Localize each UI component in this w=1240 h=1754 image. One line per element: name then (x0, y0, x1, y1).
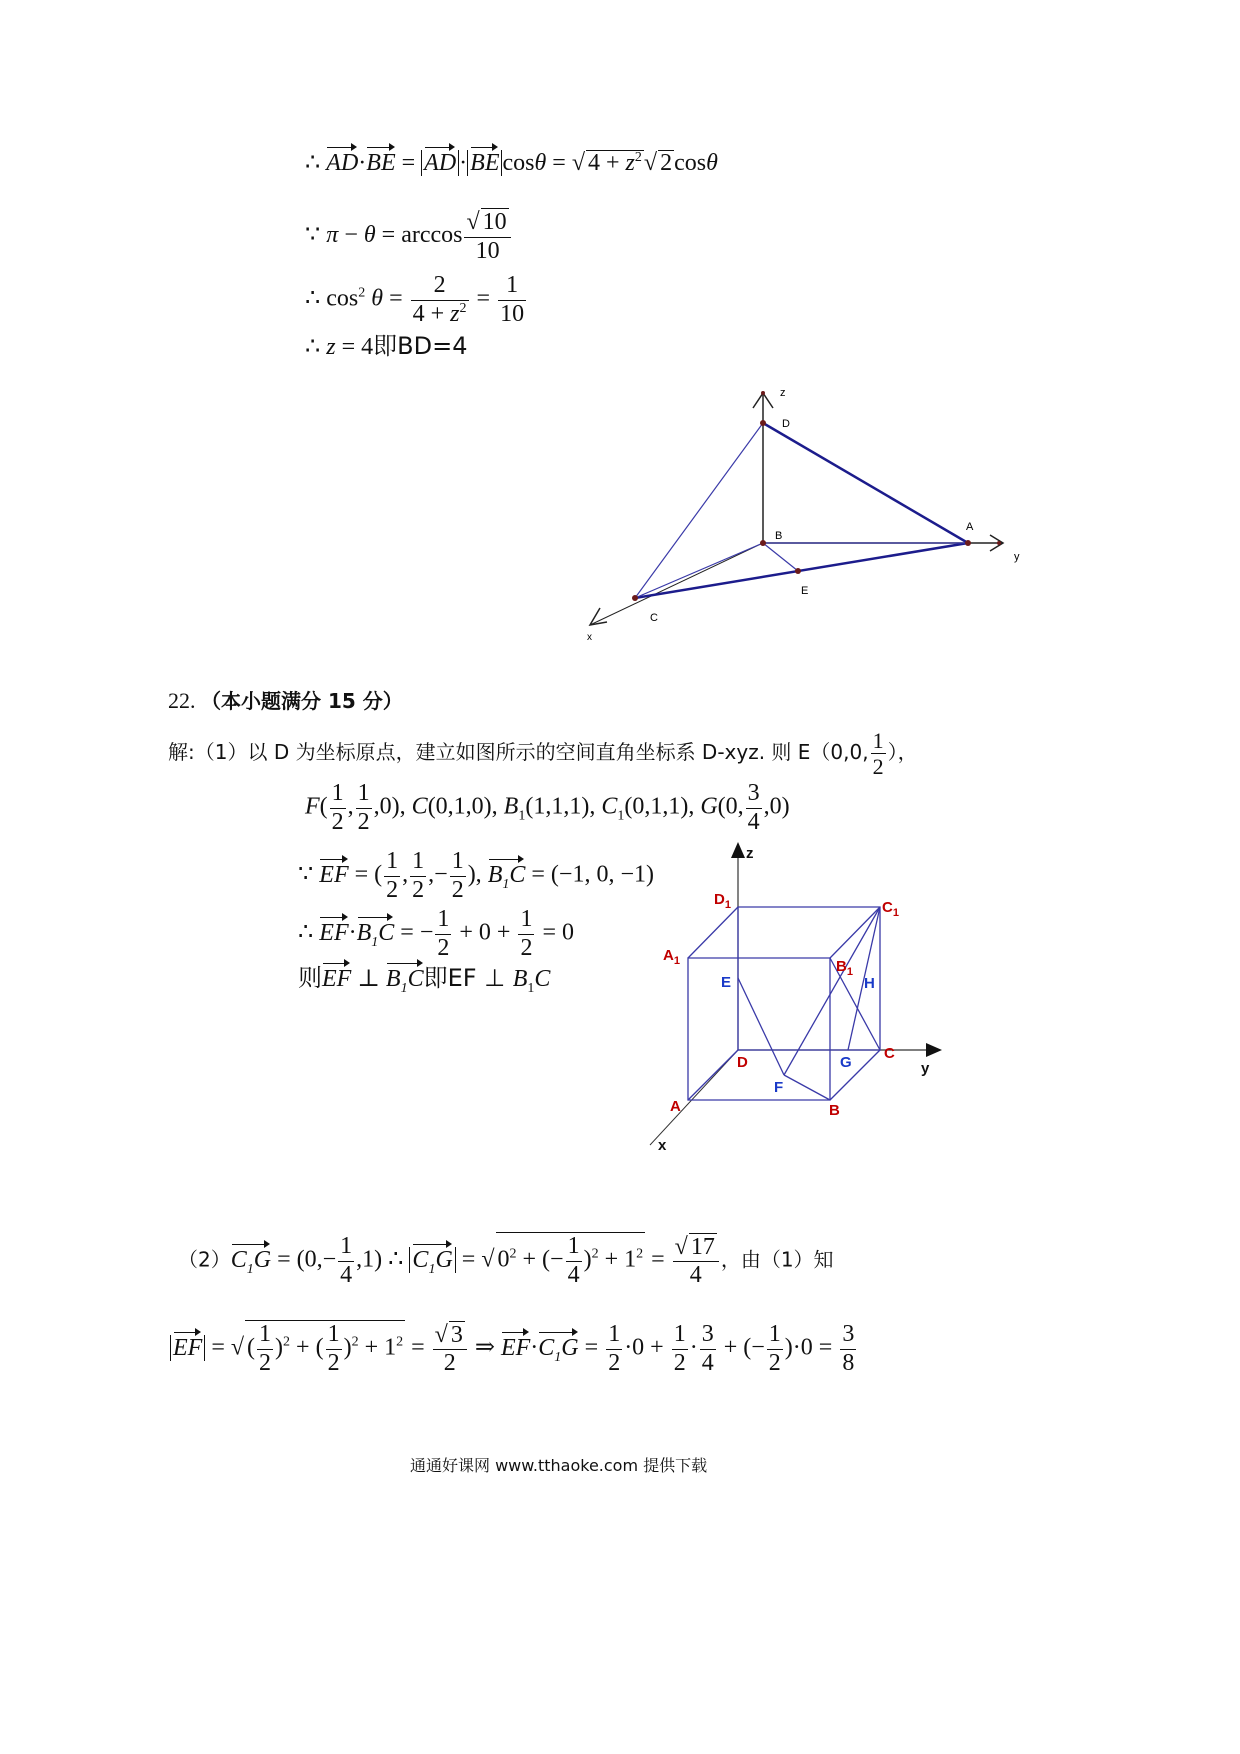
fig2-label-D: D (737, 1054, 748, 1071)
part2-line: $(2)C_1G = (0,-$ $\frac{1}{4}$ ,1) ∴ $C_1G$ = √ $0^2$ + (− $\frac{1}{4}$ )$^2 + 1^2$ = $\frac{√ 17}{4}$ ，由（1）知 (178, 1233, 834, 1289)
fig2-label-B: B (829, 1102, 840, 1119)
svg-text:D1: $D_1$ (714, 891, 731, 911)
dot-product-line: ∴ $EF\cdot B_1C$ = − $\frac{1}{2}$ + 0 + $\frac{1}{2}$ = 0 (298, 906, 574, 961)
fig1-label-B: B (775, 530, 783, 542)
formula-line-4: ∴ z = 4即BD=4 (305, 332, 468, 360)
problem-intro: 解:（1）以 D 为坐标原点，建立如图所示的空间直角坐标系 D-xyz. 则 E（0,0, $\frac{1}{2}$ ）， (168, 728, 918, 780)
fig1-label-A: A (966, 521, 974, 533)
formula-line-3: ∴ $\cos^2 \theta$ = $\frac{2}{4 + z^2}$ = $\frac{1}{10}$ (305, 272, 525, 327)
fig1-label-y: y (1014, 551, 1020, 563)
fig2-label-H: H (864, 975, 875, 992)
fig2-label-A1: A (663, 947, 674, 964)
formula-line-2: ∵ π − θ = arccos $\frac{√ 10}{10}$ (305, 208, 513, 265)
svg-text:B1: $B_1$ (836, 958, 853, 978)
coordinates-line: F( $\frac{1}{2}$ , $\frac{1}{2}$ ,0), C(0,1,0), $B_1(1,1,1)$, $C_1(0,1,1)$, G(0, $\frac{3}{4}$ ,0) (305, 780, 790, 835)
fig2-label-x: x (658, 1137, 667, 1154)
pyramid-figure (580, 380, 1040, 650)
fig2-label-y: y (921, 1060, 930, 1077)
vector-ef-line: ∵ EF = ( $\frac{1}{2}$ , $\frac{1}{2}$ ,− $\frac{1}{2}$ ), $B_1C = (-1$, 0, −1) (298, 848, 654, 903)
fig1-label-E: E (801, 585, 809, 597)
fig2-label-G: G (840, 1054, 852, 1071)
ef-magnitude-line: EF = √ ( $\frac{1}{2}$ )$^2$ + ( $\frac{1}{2}$ )$^2 + 1^2$ = $\frac{√ 3}{2}$ ⇒ $EF\cdot C_1G$ = $\frac{1}{2}$ ·0 + $\frac{1}{2}$ · $\frac{3}{4}$ + (− $\frac{1}{2}$ )·0 = $\frac{3}{8}$ (170, 1320, 858, 1378)
problem-header: 22. （本小题满分 15 分） (168, 688, 403, 713)
fig1-label-C: C (650, 612, 658, 624)
footer: 通通好课网 www.tthaoke.com 提供下载 (410, 1456, 708, 1475)
fig2-label-z: z (746, 845, 754, 862)
fig2-label-C1: C (882, 899, 893, 916)
formula-line-1: ∴ AD·BE = AD · BE cosθ = √ $4 + z^2√$ 2cosθ (305, 150, 718, 176)
fig2-label-D1: D (714, 891, 725, 908)
fig2-label-F: F (774, 1079, 784, 1096)
svg-text:C1: $C_1$ (882, 899, 899, 919)
fig2-label-B1: B (836, 958, 847, 975)
fig1-label-z: z (780, 387, 786, 399)
fig2-label-E: E (721, 974, 732, 991)
perpendicular-line: 则EF ⊥ $B_1C$即EF ⊥ $B_1C$ (298, 964, 551, 996)
fig1-label-x: x (587, 632, 592, 643)
svg-text:A1: $A_1$ (663, 947, 680, 967)
cube-figure (640, 835, 960, 1165)
fig2-label-C: C (884, 1045, 895, 1062)
fig1-label-D: D (782, 418, 790, 430)
fig2-label-A: A (670, 1098, 681, 1115)
